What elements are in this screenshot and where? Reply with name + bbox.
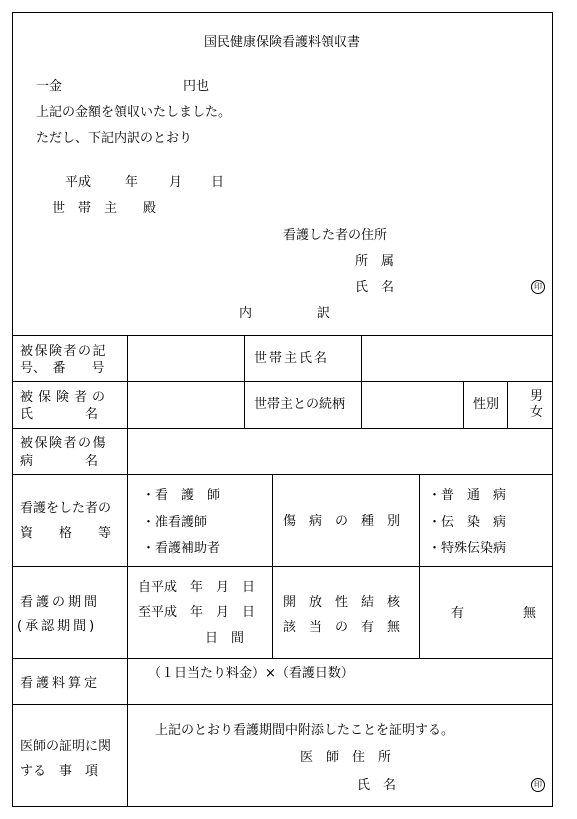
table-line: [12, 428, 553, 429]
insured-name-label: 氏 名: [20, 407, 99, 422]
table-line: [12, 566, 553, 567]
qual-option: ・看 護 師: [142, 488, 221, 503]
amount-prefix: 一金: [36, 79, 63, 94]
disease-type-label: 傷 病 の 種 別: [283, 514, 401, 529]
table-line: [463, 381, 464, 428]
seal-mark-nurse: 印: [531, 280, 545, 294]
period-from: 自平成 年 月 日: [138, 580, 256, 595]
table-line: [12, 335, 553, 336]
table-line: [127, 335, 128, 807]
doctor-label: 医師の証明に関: [20, 739, 112, 754]
qualification-label: 看護をした者の: [20, 501, 112, 516]
addressee: 世 帯 主 殿: [52, 201, 157, 216]
period-label: 看護の期間: [20, 595, 101, 610]
sex-label: 性別: [473, 397, 500, 412]
received-text: 上記の金額を領収いたしました。: [36, 105, 232, 120]
relation-label: 世帯主との続柄: [254, 397, 346, 412]
insured-id-label: 号、 番 号: [20, 361, 105, 376]
sex-female: 女: [530, 405, 544, 420]
form-title: 国民健康保険看護料領収書: [204, 35, 361, 50]
disease-option: ・伝 染 病: [428, 515, 507, 530]
period-to: 至平成 年 月 日: [138, 605, 256, 620]
amount-suffix: 円也: [183, 79, 210, 94]
disease-option: ・特殊伝染病: [428, 541, 507, 556]
tb-label: 開 放 性 結 核: [283, 595, 401, 610]
injury-label: 病 名: [20, 454, 99, 469]
table-line: [361, 335, 362, 428]
table-line: [12, 381, 553, 382]
table-line: [12, 658, 553, 659]
table-line: [419, 474, 420, 658]
fee-label: 看護料算定: [20, 676, 101, 691]
qual-option: ・准看護師: [142, 515, 208, 530]
tb-no: 無: [523, 606, 537, 621]
fee-formula: （１日当たり料金）×（看護日数）: [148, 666, 354, 681]
insured-id-label: 被保険者の記: [20, 344, 108, 359]
insured-name-label: 被保険者の: [20, 390, 111, 405]
sex-male: 男: [530, 389, 544, 404]
doctor-name-label: 氏 名: [357, 778, 397, 793]
table-line: [244, 335, 245, 428]
nurse-name-label: 氏 名: [355, 280, 395, 295]
table-line: [12, 474, 553, 475]
note-text: ただし、下記内訳のとおり: [36, 131, 193, 146]
qualification-label: 資 格 等: [20, 526, 112, 541]
tb-yes: 有: [451, 606, 465, 621]
date-year: 年: [125, 175, 139, 190]
date-month: 月: [169, 175, 183, 190]
period-label: (承認期間): [17, 619, 98, 634]
seal-mark-doctor: 印: [531, 778, 545, 792]
table-line: [272, 474, 273, 658]
injury-label: 被保険者の傷: [20, 436, 108, 451]
doctor-address-label: 医 師 住 所: [300, 750, 392, 765]
table-line: [12, 704, 553, 705]
disease-option: ・普 通 病: [428, 488, 507, 503]
table-line: [507, 381, 508, 428]
period-days: 日 間: [205, 631, 245, 646]
doctor-statement: 上記のとおり看護期間中附添したことを証明する。: [155, 723, 455, 738]
doctor-label: する 事 項: [20, 764, 99, 779]
date-day: 日: [211, 175, 225, 190]
householder-name-label: 世帯主氏名: [254, 351, 330, 366]
nurse-address-label: 看護した者の住所: [283, 228, 388, 243]
breakdown-label: 内 訳: [239, 306, 331, 321]
tb-label: 該 当 の 有 無: [283, 620, 401, 635]
affiliation-label: 所 属: [355, 254, 395, 269]
date-era: 平成: [65, 175, 92, 190]
qual-option: ・看護補助者: [142, 541, 221, 556]
